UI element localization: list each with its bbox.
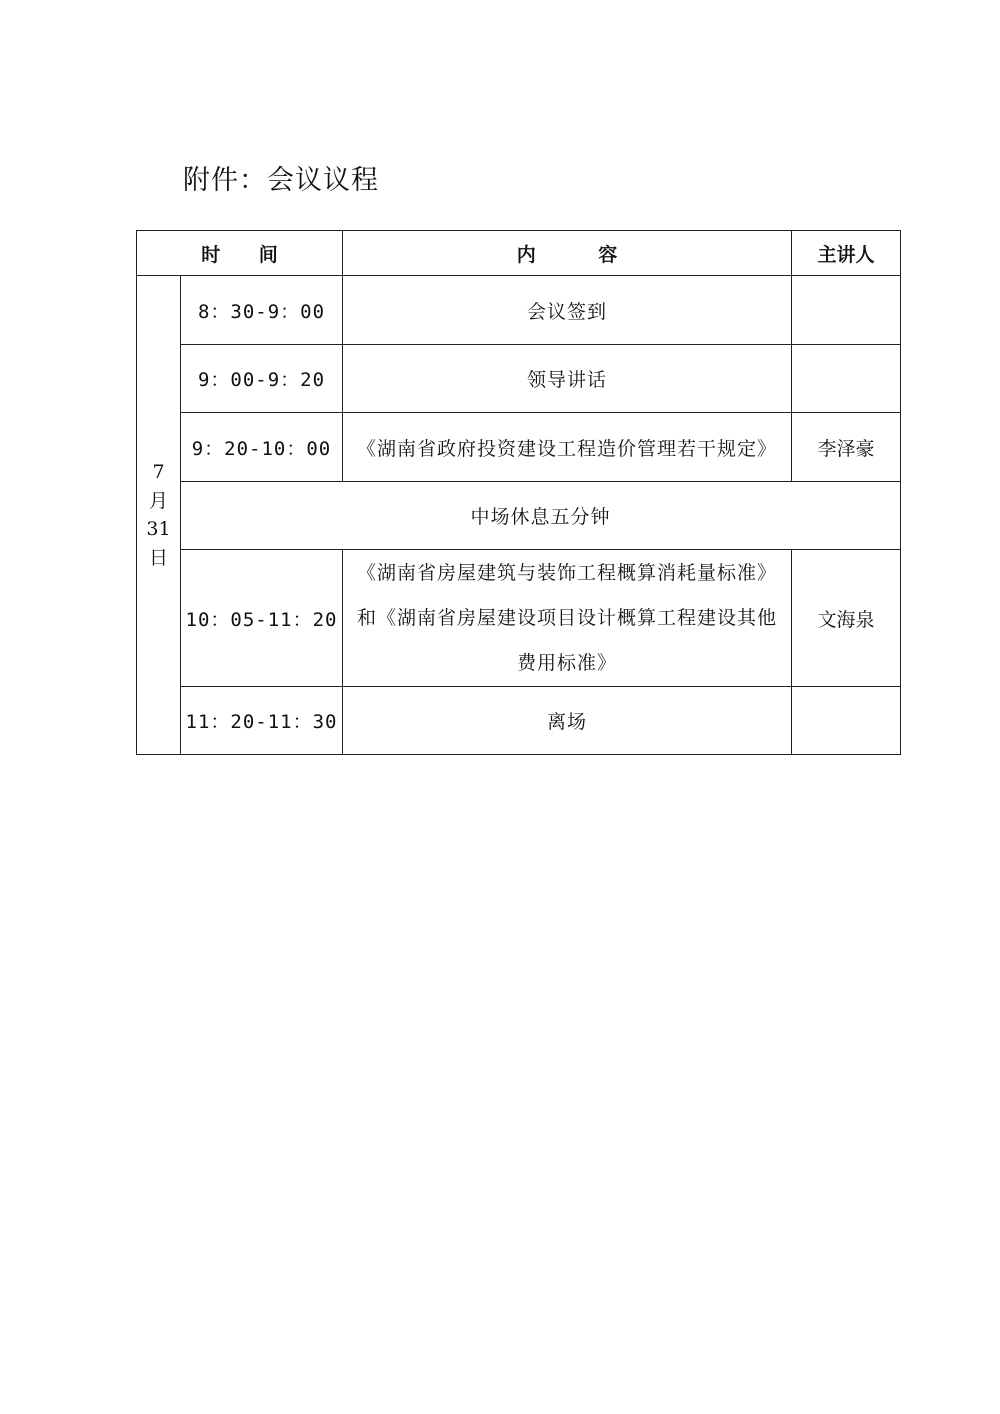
header-content [343,231,792,276]
time-cell: 10：05-11：20 [181,550,343,687]
header-content-label: 内 容 [516,243,646,266]
time-cell: 11：20-11：30 [181,687,343,755]
table-row [137,276,901,345]
time-cell: 8：30-9：00 [181,276,343,345]
table-row [137,687,901,755]
header-time [137,231,343,276]
content-cell: 会议签到 [343,276,792,345]
date-day-char: 日 [148,546,168,569]
break-cell: 中场休息五分钟 [181,482,901,550]
header-row [137,231,901,276]
content-line: 《湖南省房屋建筑与装饰工程概算消耗量标准》 [356,561,777,584]
table-row [137,413,901,482]
speaker-cell: 文海泉 [792,550,901,687]
content-line: 费用标准》 [516,651,617,674]
speaker-cell: 李泽豪 [792,413,901,482]
header-speaker: 主讲人 [792,231,901,276]
date-month-num: 7 [152,461,165,483]
date-month-char: 月 [148,489,168,512]
content-cell: 离场 [343,687,792,755]
content-cell [343,550,792,687]
date-day-num: 31 [146,518,171,540]
content-cell: 《湖南省政府投资建设工程造价管理若干规定》 [343,413,792,482]
break-row [137,482,901,550]
content-line: 和《湖南省房屋建设项目设计概算工程建设其他 [356,606,777,629]
speaker-cell [792,687,901,755]
time-cell: 9：20-10：00 [181,413,343,482]
speaker-cell [792,276,901,345]
speaker-cell [792,345,901,413]
agenda-table [136,230,901,755]
content-cell: 领导讲话 [343,345,792,413]
table-row [137,345,901,413]
time-cell: 9：00-9：20 [181,345,343,413]
table-row [137,550,901,687]
header-time-label: 时 间 [201,243,294,266]
date-cell [137,276,181,755]
page-title: 附件：会议议程 [183,165,379,196]
